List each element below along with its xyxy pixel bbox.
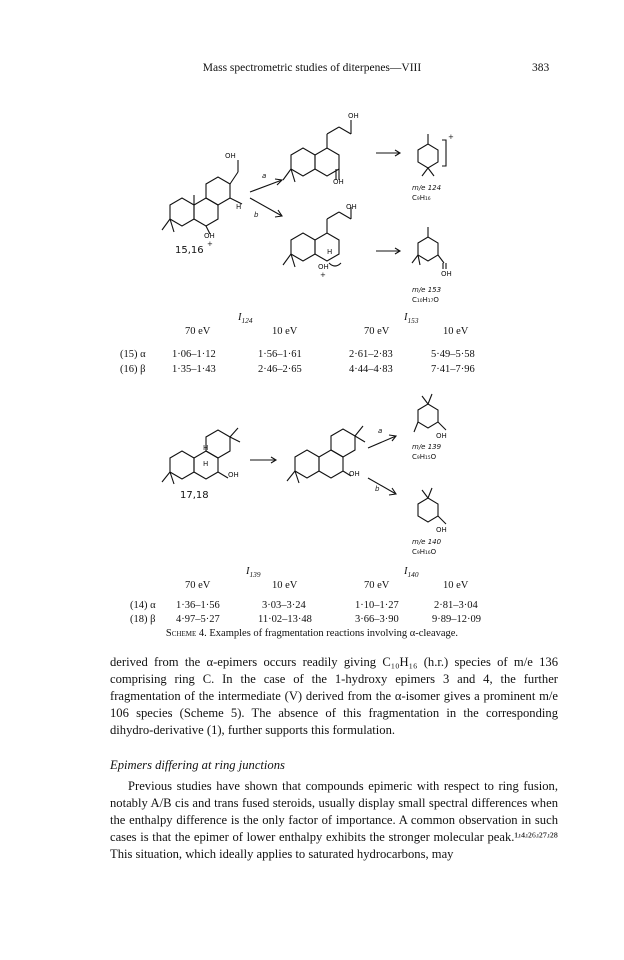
arrow-b-label: b — [254, 211, 259, 219]
running-header-title: Mass spectrometric studies of diterpenes—VIII — [202, 62, 422, 74]
section-heading: Epimers differing at ring junctions — [110, 758, 285, 772]
table2-row2-v2: 11·02–13·48 — [258, 614, 312, 625]
table1-row2-label: (16) β — [120, 364, 146, 375]
table2-col-10ev-b: 10 eV — [443, 580, 469, 591]
oh-label-a: OH — [225, 152, 236, 160]
arrow-b-bottom-label: b — [375, 485, 380, 493]
plus-label-c: + — [320, 271, 326, 279]
table2-row1-v3: 1·10–1·27 — [355, 600, 399, 611]
table2-row2-v3: 3·66–3·90 — [355, 614, 399, 625]
h-label-a: H — [236, 203, 242, 211]
ion-153-formula: C₁₀H₁₇O — [412, 296, 439, 304]
table2-col-70ev-b: 70 eV — [364, 580, 390, 591]
ion-139-mz: m/e 139 — [412, 443, 442, 451]
arrow-a-label: a — [262, 172, 267, 180]
oh-label-d: OH — [346, 203, 357, 211]
table1-row1-v2: 1·56–1·61 — [258, 349, 302, 360]
arrow-a-bottom-label: a — [378, 427, 383, 435]
table1-row2-v1: 1·35–1·43 — [172, 364, 216, 375]
intermediate-b — [283, 205, 383, 285]
table2-row1-v2: 3·03–3·24 — [262, 600, 306, 611]
plus-label-a: + — [207, 240, 213, 248]
table2-row2-v4: 9·89–12·09 — [432, 614, 481, 625]
table1-col-10ev-b: 10 eV — [443, 326, 469, 337]
h-label-d: H — [203, 460, 209, 468]
ion-124-formula: C₉H₁₆ — [412, 194, 431, 202]
table2-row2-v1: 4·97–5·27 — [176, 614, 220, 625]
oh-plus-label-d: OH — [349, 470, 360, 478]
h-label-c: H — [203, 444, 209, 452]
oh-label-c: OH — [333, 178, 344, 186]
oh-label-b: OH — [348, 112, 359, 120]
table2-col-70ev-a: 70 eV — [185, 580, 211, 591]
table1-group2-header: $I_{153}$ — [404, 312, 419, 326]
table2-row1-label: (14) α — [130, 600, 156, 611]
plus-label-b: + — [448, 133, 454, 141]
body-paragraph-2 — [110, 778, 558, 863]
table2-row1-v4: 2·81–3·04 — [434, 600, 478, 611]
oh-plus-label-b: OH — [318, 263, 329, 271]
table2-group2-header: $I_{140}$ — [404, 566, 419, 580]
arrow-to-ion-124 — [374, 148, 404, 158]
table1-row2-v4: 7·41–7·96 — [431, 364, 475, 375]
table1-row1-v3: 2·61–2·83 — [349, 349, 393, 360]
table1-col-10ev-a: 10 eV — [272, 326, 298, 337]
table1-row1-v1: 1·06–1·12 — [172, 349, 216, 360]
table1-row1-label: (15) α — [120, 349, 146, 360]
table1-col-70ev-b: 70 eV — [364, 326, 390, 337]
table2-row2-label: (18) β — [130, 614, 156, 625]
arrow-a — [248, 176, 288, 196]
ion-140-formula: C₉H₁₆O — [412, 548, 437, 556]
table1-row2-v3: 4·44–4·83 — [349, 364, 393, 375]
scheme-caption — [0, 628, 624, 639]
table1-group1-header: $I_{124}$ — [238, 312, 253, 326]
ion-153-mz: m/e 153 — [412, 286, 442, 294]
h-label-b: H — [327, 248, 333, 256]
table1-col-70ev-a: 70 eV — [185, 326, 211, 337]
ion-140-mz: m/e 140 — [412, 538, 442, 546]
body-paragraph-1-text: derived from the α-epimers occurs readily giving C₁₀H₁₆ (h.r.) species of m/e 136 comprising ring C. In the case of the 1-hydroxy epimers 3 and 4, the further fragmentation of the intermediate (V) derived from the α-isomer gives a prominent m/e 106 species (Scheme 5). The absence of this fragmentation in the corresponding dihydro-derivative (1), further supports this formulation. — [110, 655, 558, 737]
arrow-a-bottom — [366, 432, 402, 452]
arrow-to-intermediate-c — [248, 455, 282, 465]
table2-col-10ev-a: 10 eV — [272, 580, 298, 591]
oh-plus-label-c: OH — [228, 471, 239, 479]
caption-text: Examples of fragmentation reactions involving α-cleavage. — [209, 628, 459, 639]
body-paragraph-1 — [110, 654, 558, 739]
arrow-to-ion-153 — [374, 246, 404, 256]
ion-140-structure — [408, 486, 458, 536]
oh-label-e: OH — [441, 270, 452, 278]
table1-row2-v2: 2·46–2·65 — [258, 364, 302, 375]
arrow-b-bottom — [366, 476, 402, 498]
ion-139-formula: C₉H₁₅O — [412, 453, 437, 461]
page-number: 383 — [532, 62, 550, 74]
oh-plus-label-a: OH — [204, 232, 215, 240]
body-paragraph-2-text: Previous studies have shown that compounds epimeric with respect to ring fusion, notably A/B cis and trans fused steroids, usually display small spectral differences when the enthalpy difference is the only factor of importance. A common observation in such cases is that the epimer of lower enthalpy exhibits the stronger molecular peak.¹ʴ⁴ʴ²⁶ʴ²⁷ʴ²⁸ This situation, which ideally applies to saturated hydrocarbons, may — [110, 779, 558, 861]
ion-139-structure — [408, 392, 458, 442]
table2-group1-header: $I_{139}$ — [246, 566, 261, 580]
caption-scheme-label: Scheme 4. — [165, 628, 207, 639]
compound-label-17-18: 17,18 — [180, 490, 209, 501]
compound-label-15-16: 15,16 — [175, 245, 204, 256]
oh-plus-label-f: OH — [436, 526, 447, 534]
table2-row1-v1: 1·36–1·56 — [176, 600, 220, 611]
table1-row1-v4: 5·49–5·58 — [431, 349, 475, 360]
ion-124-mz: m/e 124 — [412, 184, 442, 192]
oh-plus-label-e: OH — [436, 432, 447, 440]
